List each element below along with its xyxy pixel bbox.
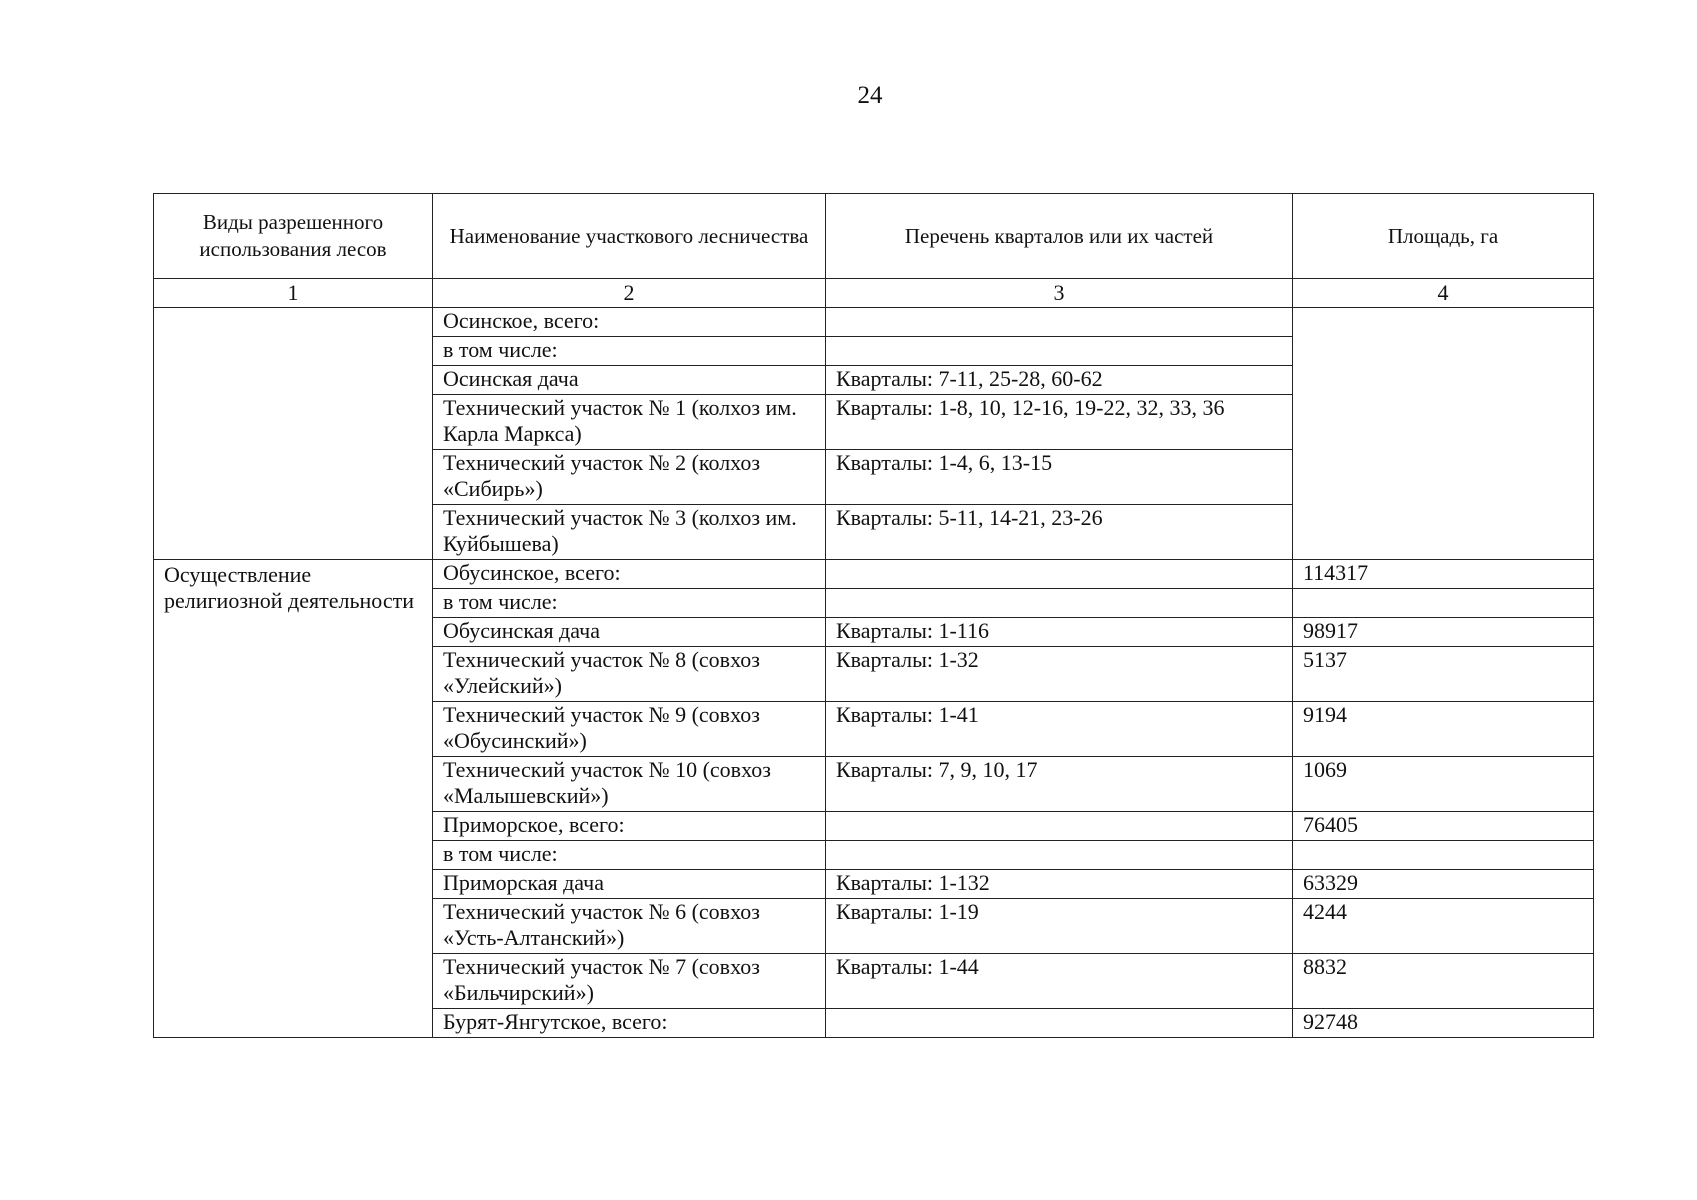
area-cell (1293, 589, 1594, 618)
quarters-cell: Кварталы: 1-44 (826, 954, 1293, 1009)
forestry-name-cell: Технический участок № 9 (совхоз «Обусинский») (433, 702, 826, 757)
forest-use-type-cell: Осуществление религиозной деятельности (154, 560, 433, 1038)
forestry-name-cell: Приморская дача (433, 870, 826, 899)
header-row (154, 194, 1594, 279)
quarters-cell (826, 337, 1293, 366)
quarters-cell (826, 1009, 1293, 1038)
forest-use-table (153, 193, 1594, 1038)
quarters-cell: Кварталы: 5-11, 14-21, 23-26 (826, 505, 1293, 560)
forestry-name-cell: Осинское, всего: (433, 308, 826, 337)
forestry-name-cell: Технический участок № 7 (совхоз «Бильчирский») (433, 954, 826, 1009)
forestry-name-cell: в том числе: (433, 589, 826, 618)
forestry-name-cell: Осинская дача (433, 366, 826, 395)
column-number-row (154, 279, 1594, 308)
column-number: 4 (1293, 279, 1594, 308)
forestry-name-cell: Технический участок № 8 (совхоз «Улейский») (433, 647, 826, 702)
forest-use-type-cell (154, 308, 433, 560)
quarters-cell: Кварталы: 1-116 (826, 618, 1293, 647)
forestry-name-cell: в том числе: (433, 841, 826, 870)
header-forestry-name: Наименование участкового лесничества (433, 194, 826, 279)
quarters-cell: Кварталы: 1-132 (826, 870, 1293, 899)
forestry-name-cell: Приморское, всего: (433, 812, 826, 841)
area-cell: 92748 (1293, 1009, 1594, 1038)
forestry-name-cell: Технический участок № 3 (колхоз им. Куйбышева) (433, 505, 826, 560)
header-forest-use-type: Виды разрешенного использования лесов (154, 194, 433, 279)
quarters-cell (826, 560, 1293, 589)
area-cell (1293, 308, 1594, 560)
quarters-cell: Кварталы: 7-11, 25-28, 60-62 (826, 366, 1293, 395)
forestry-name-cell: Обусинское, всего: (433, 560, 826, 589)
column-number: 2 (433, 279, 826, 308)
forestry-name-cell: Обусинская дача (433, 618, 826, 647)
page-number: 24 (857, 82, 883, 109)
area-cell: 8832 (1293, 954, 1594, 1009)
forestry-name-cell: Технический участок № 1 (колхоз им. Карла Маркса) (433, 395, 826, 450)
area-cell: 5137 (1293, 647, 1594, 702)
area-cell: 114317 (1293, 560, 1594, 589)
area-cell: 4244 (1293, 899, 1594, 954)
area-cell: 1069 (1293, 757, 1594, 812)
quarters-cell: Кварталы: 7, 9, 10, 17 (826, 757, 1293, 812)
table-row (154, 560, 1594, 589)
area-cell: 98917 (1293, 618, 1594, 647)
quarters-cell (826, 841, 1293, 870)
quarters-cell (826, 589, 1293, 618)
quarters-cell: Кварталы: 1-41 (826, 702, 1293, 757)
forestry-name-cell: Технический участок № 10 (совхоз «Малышевский») (433, 757, 826, 812)
quarters-cell (826, 308, 1293, 337)
quarters-cell: Кварталы: 1-4, 6, 13-15 (826, 450, 1293, 505)
forestry-name-cell: Бурят-Янгутское, всего: (433, 1009, 826, 1038)
forestry-name-cell: Технический участок № 2 (колхоз «Сибирь») (433, 450, 826, 505)
table-row (154, 308, 1594, 337)
area-cell: 76405 (1293, 812, 1594, 841)
quarters-cell: Кварталы: 1-32 (826, 647, 1293, 702)
quarters-cell: Кварталы: 1-19 (826, 899, 1293, 954)
forestry-name-cell: Технический участок № 6 (совхоз «Усть-Алтанский») (433, 899, 826, 954)
forestry-name-cell: в том числе: (433, 337, 826, 366)
quarters-cell (826, 812, 1293, 841)
area-cell: 9194 (1293, 702, 1594, 757)
header-quarters-list: Перечень кварталов или их частей (826, 194, 1293, 279)
header-area: Площадь, га (1293, 194, 1594, 279)
column-number: 3 (826, 279, 1293, 308)
quarters-cell: Кварталы: 1-8, 10, 12-16, 19-22, 32, 33, 36 (826, 395, 1293, 450)
area-cell: 63329 (1293, 870, 1594, 899)
column-number: 1 (154, 279, 433, 308)
area-cell (1293, 841, 1594, 870)
